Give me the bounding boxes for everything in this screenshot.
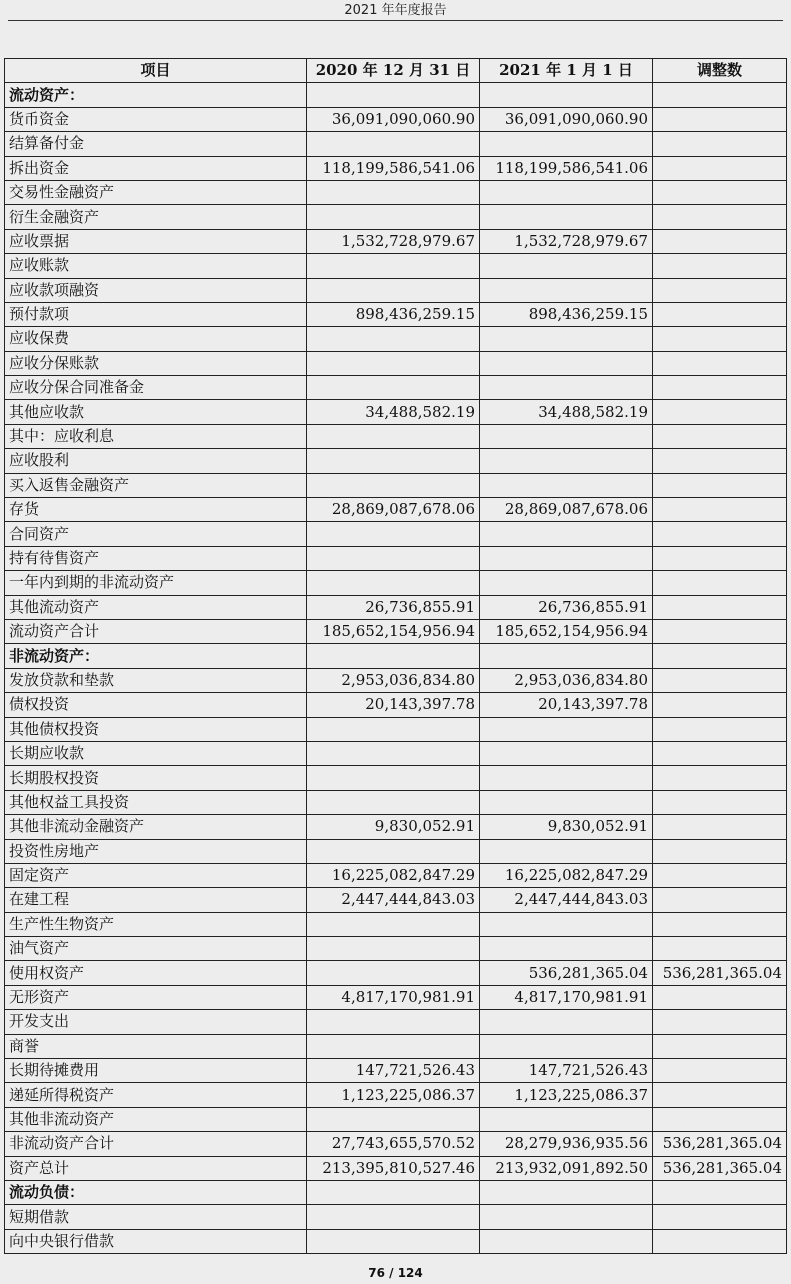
value-2021-01-01 [480,1229,653,1253]
value-adjustment [653,278,787,302]
value-adjustment [653,644,787,668]
table-row [5,424,787,448]
value-2021-01-01 [480,83,653,107]
value-adjustment [653,1205,787,1229]
value-adjustment [653,668,787,692]
table-row [5,1034,787,1058]
row-label: 应收款项融资 [5,278,307,302]
value-2021-01-01: 4,817,170,981.91 [480,985,653,1009]
row-label: 结算备付金 [5,132,307,156]
value-2021-01-01 [480,473,653,497]
value-2020-12-31 [307,1180,480,1204]
row-label: 在建工程 [5,888,307,912]
table-row [5,766,787,790]
table-row [5,254,787,278]
row-label: 应收股利 [5,449,307,473]
value-adjustment [653,205,787,229]
row-label: 一年内到期的非流动资产 [5,571,307,595]
value-adjustment [653,839,787,863]
value-adjustment [653,302,787,326]
table-row [5,1229,787,1253]
value-adjustment [653,985,787,1009]
row-label: 使用权资产 [5,961,307,985]
value-2021-01-01 [480,937,653,961]
value-2021-01-01 [480,1180,653,1204]
value-2020-12-31: 2,447,444,843.03 [307,888,480,912]
value-adjustment [653,571,787,595]
value-adjustment: 536,281,365.04 [653,1156,787,1180]
value-2021-01-01 [480,1107,653,1131]
value-2020-12-31 [307,546,480,570]
table-row [5,717,787,741]
value-adjustment [653,473,787,497]
value-adjustment [653,132,787,156]
value-2020-12-31: 9,830,052.91 [307,815,480,839]
value-2020-12-31: 36,091,090,060.90 [307,107,480,131]
value-adjustment [653,912,787,936]
table-row [5,180,787,204]
row-label: 其他非流动资产 [5,1107,307,1131]
value-2020-12-31 [307,644,480,668]
value-2021-01-01: 536,281,365.04 [480,961,653,985]
value-adjustment [653,327,787,351]
value-2020-12-31: 213,395,810,527.46 [307,1156,480,1180]
value-2021-01-01: 147,721,526.43 [480,1059,653,1083]
table-row [5,644,787,668]
value-2020-12-31 [307,205,480,229]
value-2021-01-01: 26,736,855.91 [480,595,653,619]
value-2021-01-01 [480,327,653,351]
value-2020-12-31 [307,351,480,375]
value-adjustment [653,400,787,424]
value-2020-12-31 [307,473,480,497]
value-adjustment [653,888,787,912]
table-row [5,863,787,887]
value-2021-01-01 [480,644,653,668]
value-adjustment [653,1229,787,1253]
value-2021-01-01: 213,932,091,892.50 [480,1156,653,1180]
value-2020-12-31 [307,1107,480,1131]
row-label: 持有待售资产 [5,546,307,570]
value-adjustment [653,619,787,643]
value-adjustment [653,595,787,619]
value-2020-12-31 [307,790,480,814]
value-adjustment [653,424,787,448]
row-label: 递延所得税资产 [5,1083,307,1107]
value-2021-01-01 [480,717,653,741]
value-2020-12-31 [307,327,480,351]
value-adjustment [653,790,787,814]
column-header-adjustment: 调整数 [653,59,787,83]
value-2020-12-31 [307,180,480,204]
value-2021-01-01 [480,278,653,302]
column-header-2020-12-31: 2020 年 12 月 31 日 [307,59,480,83]
value-2021-01-01 [480,205,653,229]
table-row [5,498,787,522]
table-row [5,668,787,692]
value-adjustment [653,937,787,961]
table-row [5,1180,787,1204]
value-2020-12-31 [307,912,480,936]
table-row [5,961,787,985]
value-adjustment [653,376,787,400]
value-2020-12-31: 1,532,728,979.67 [307,229,480,253]
value-2020-12-31 [307,766,480,790]
value-2021-01-01 [480,912,653,936]
value-2021-01-01 [480,571,653,595]
table-header-row [5,59,787,83]
value-2021-01-01: 9,830,052.91 [480,815,653,839]
value-2021-01-01 [480,449,653,473]
table-row [5,790,787,814]
value-adjustment [653,741,787,765]
row-label: 其他非流动金融资产 [5,815,307,839]
value-2021-01-01: 2,447,444,843.03 [480,888,653,912]
row-label: 合同资产 [5,522,307,546]
table-row [5,937,787,961]
row-label: 其中：应收利息 [5,424,307,448]
row-label: 债权投资 [5,693,307,717]
value-2020-12-31 [307,1010,480,1034]
value-adjustment [653,254,787,278]
table-row [5,546,787,570]
table-row [5,1205,787,1229]
table-row [5,1083,787,1107]
value-2020-12-31: 34,488,582.19 [307,400,480,424]
table-row [5,815,787,839]
value-2020-12-31 [307,376,480,400]
value-2021-01-01 [480,1205,653,1229]
value-2020-12-31 [307,839,480,863]
value-2021-01-01 [480,254,653,278]
table-row [5,1059,787,1083]
value-2021-01-01 [480,424,653,448]
value-2020-12-31 [307,522,480,546]
row-label: 开发支出 [5,1010,307,1034]
row-label: 货币资金 [5,107,307,131]
value-2020-12-31: 27,743,655,570.52 [307,1132,480,1156]
row-label: 无形资产 [5,985,307,1009]
row-label: 流动负债： [5,1180,307,1204]
row-label: 投资性房地产 [5,839,307,863]
table-row [5,595,787,619]
row-label: 长期待摊费用 [5,1059,307,1083]
table-row [5,351,787,375]
table-row [5,1010,787,1034]
row-label: 资产总计 [5,1156,307,1180]
value-2020-12-31: 898,436,259.15 [307,302,480,326]
row-label: 预付款项 [5,302,307,326]
row-label: 存货 [5,498,307,522]
row-label: 其他权益工具投资 [5,790,307,814]
row-label: 买入返售金融资产 [5,473,307,497]
value-2021-01-01 [480,132,653,156]
row-label: 长期应收款 [5,741,307,765]
table-row [5,132,787,156]
value-adjustment [653,156,787,180]
value-2021-01-01: 28,279,936,935.56 [480,1132,653,1156]
report-header: 2021 年年度报告 [344,3,447,18]
value-2020-12-31: 147,721,526.43 [307,1059,480,1083]
row-label: 长期股权投资 [5,766,307,790]
value-adjustment [653,1180,787,1204]
value-2020-12-31: 4,817,170,981.91 [307,985,480,1009]
value-adjustment [653,498,787,522]
table-row [5,278,787,302]
column-header-2021-01-01: 2021 年 1 月 1 日 [480,59,653,83]
value-2021-01-01: 28,869,087,678.06 [480,498,653,522]
value-2020-12-31 [307,254,480,278]
table-row [5,619,787,643]
row-label: 拆出资金 [5,156,307,180]
value-2021-01-01: 36,091,090,060.90 [480,107,653,131]
value-2021-01-01: 1,532,728,979.67 [480,229,653,253]
value-2021-01-01 [480,351,653,375]
value-2020-12-31 [307,83,480,107]
value-2021-01-01 [480,376,653,400]
value-2021-01-01: 898,436,259.15 [480,302,653,326]
value-2021-01-01 [480,546,653,570]
value-adjustment [653,83,787,107]
value-adjustment [653,1010,787,1034]
value-adjustment: 536,281,365.04 [653,961,787,985]
table-row [5,449,787,473]
value-adjustment [653,815,787,839]
table-row [5,107,787,131]
value-2020-12-31 [307,449,480,473]
value-2021-01-01 [480,522,653,546]
table-row [5,912,787,936]
value-2020-12-31 [307,571,480,595]
row-label: 应收账款 [5,254,307,278]
value-adjustment [653,229,787,253]
value-2020-12-31 [307,132,480,156]
value-2021-01-01: 34,488,582.19 [480,400,653,424]
row-label: 应收票据 [5,229,307,253]
value-adjustment [653,351,787,375]
value-2020-12-31: 20,143,397.78 [307,693,480,717]
value-2021-01-01: 2,953,036,834.80 [480,668,653,692]
value-2021-01-01 [480,1034,653,1058]
balance-sheet-table [4,58,787,1254]
row-label: 向中央银行借款 [5,1229,307,1253]
table-row [5,522,787,546]
value-2020-12-31: 118,199,586,541.06 [307,156,480,180]
value-2021-01-01 [480,790,653,814]
page-number: 76 / 124 [368,1266,423,1280]
value-2021-01-01: 185,652,154,956.94 [480,619,653,643]
row-label: 流动资产： [5,83,307,107]
value-2020-12-31 [307,278,480,302]
value-adjustment [653,180,787,204]
value-2020-12-31 [307,1229,480,1253]
value-2020-12-31 [307,741,480,765]
value-2020-12-31 [307,717,480,741]
table-row [5,985,787,1009]
value-adjustment [653,863,787,887]
value-2020-12-31 [307,961,480,985]
row-label: 固定资产 [5,863,307,887]
value-adjustment [653,1083,787,1107]
table-row [5,1132,787,1156]
value-2021-01-01 [480,180,653,204]
value-adjustment [653,693,787,717]
header-divider [8,20,783,21]
row-label: 商誉 [5,1034,307,1058]
row-label: 流动资产合计 [5,619,307,643]
row-label: 油气资产 [5,937,307,961]
value-2021-01-01 [480,766,653,790]
row-label: 非流动资产合计 [5,1132,307,1156]
value-adjustment: 536,281,365.04 [653,1132,787,1156]
value-adjustment [653,1059,787,1083]
value-adjustment [653,449,787,473]
value-adjustment [653,546,787,570]
value-2020-12-31 [307,1034,480,1058]
row-label: 应收分保合同准备金 [5,376,307,400]
value-2021-01-01 [480,839,653,863]
table-row [5,400,787,424]
table-row [5,839,787,863]
row-label: 生产性生物资产 [5,912,307,936]
row-label: 短期借款 [5,1205,307,1229]
table-row [5,302,787,326]
value-2020-12-31: 28,869,087,678.06 [307,498,480,522]
table-row [5,83,787,107]
value-2020-12-31: 1,123,225,086.37 [307,1083,480,1107]
value-adjustment [653,522,787,546]
value-2021-01-01 [480,1010,653,1034]
value-2021-01-01: 1,123,225,086.37 [480,1083,653,1107]
table-row [5,376,787,400]
table-row [5,741,787,765]
row-label: 其他流动资产 [5,595,307,619]
table-row [5,1156,787,1180]
row-label: 非流动资产： [5,644,307,668]
value-2021-01-01 [480,741,653,765]
row-label: 其他应收款 [5,400,307,424]
row-label: 交易性金融资产 [5,180,307,204]
value-2021-01-01: 16,225,082,847.29 [480,863,653,887]
row-label: 应收分保账款 [5,351,307,375]
table-row [5,1107,787,1131]
value-adjustment [653,107,787,131]
value-adjustment [653,717,787,741]
value-adjustment [653,1107,787,1131]
row-label: 其他债权投资 [5,717,307,741]
value-2020-12-31 [307,1205,480,1229]
value-2020-12-31: 185,652,154,956.94 [307,619,480,643]
value-adjustment [653,766,787,790]
table-row [5,693,787,717]
row-label: 发放贷款和垫款 [5,668,307,692]
value-2020-12-31: 26,736,855.91 [307,595,480,619]
column-header-item: 项目 [5,59,307,83]
row-label: 衍生金融资产 [5,205,307,229]
table-row [5,888,787,912]
table-row [5,156,787,180]
value-2021-01-01: 118,199,586,541.06 [480,156,653,180]
value-adjustment [653,1034,787,1058]
value-2020-12-31 [307,424,480,448]
row-label: 应收保费 [5,327,307,351]
table-row [5,205,787,229]
value-2020-12-31: 16,225,082,847.29 [307,863,480,887]
table-row [5,571,787,595]
table-row [5,327,787,351]
table-row [5,473,787,497]
value-2020-12-31 [307,937,480,961]
value-2020-12-31: 2,953,036,834.80 [307,668,480,692]
value-2021-01-01: 20,143,397.78 [480,693,653,717]
table-row [5,229,787,253]
